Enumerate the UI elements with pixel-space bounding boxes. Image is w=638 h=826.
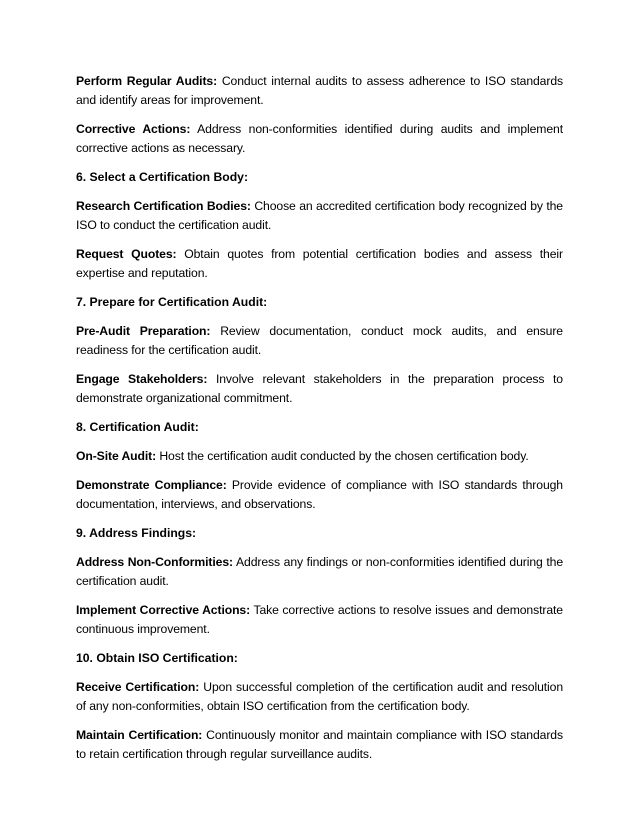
- item-text: Address any findings or non-conformities identified during the certification audit.: [76, 555, 564, 588]
- section-heading-prepare-certification-audit: 7. Prepare for Certification Audit:: [76, 295, 268, 309]
- item-label: Maintain Certification:: [76, 728, 203, 742]
- section-heading-select-certification-body: 6. Select a Certification Body:: [76, 170, 249, 184]
- item-text: Choose an accredited certification body recognized by the ISO to conduct the certification audit.: [76, 199, 563, 232]
- paragraph-corrective-actions: [76, 120, 563, 158]
- item-label: Request Quotes:: [76, 247, 177, 261]
- paragraph-demonstrate-compliance: [76, 476, 563, 514]
- item-label: On-Site Audit:: [76, 449, 157, 463]
- paragraph-address-non-conformities: [76, 553, 563, 591]
- document-page: [76, 72, 563, 774]
- paragraph-implement-corrective-actions: [76, 601, 563, 639]
- item-text: Upon successful completion of the certification audit and resolution of any non-conformities, obtain ISO certification from the certification body.: [76, 680, 563, 713]
- item-label: Pre-Audit Preparation:: [76, 324, 211, 338]
- item-text: Review documentation, conduct mock audits, and ensure readiness for the certification audit.: [76, 324, 563, 357]
- paragraph-perform-regular-audits: [76, 72, 563, 110]
- item-label: Address Non-Conformities:: [76, 555, 233, 569]
- item-text: Address non-conformities identified during audits and implement corrective actions as necessary.: [76, 122, 563, 155]
- item-text: Obtain quotes from potential certification bodies and assess their expertise and reputation.: [76, 247, 563, 280]
- item-label: Receive Certification:: [76, 680, 200, 694]
- item-label: Engage Stakeholders:: [76, 372, 208, 386]
- section-heading-certification-audit: 8. Certification Audit:: [76, 420, 199, 434]
- item-label: Perform Regular Audits:: [76, 74, 218, 88]
- paragraph-research-certification-bodies: [76, 197, 563, 235]
- section-heading-obtain-iso-certification: 10. Obtain ISO Certification:: [76, 651, 238, 665]
- item-text: Involve relevant stakeholders in the preparation process to demonstrate organizational commitment.: [76, 372, 563, 405]
- item-text: Provide evidence of compliance with ISO standards through documentation, interviews, and observations.: [76, 478, 563, 511]
- item-text: Take corrective actions to resolve issues and demonstrate continuous improvement.: [76, 603, 563, 636]
- paragraph-request-quotes: [76, 245, 563, 283]
- item-text: Host the certification audit conducted by the chosen certification body.: [159, 449, 529, 463]
- item-label: Research Certification Bodies:: [76, 199, 251, 213]
- paragraph-receive-certification: [76, 678, 563, 716]
- item-label: Demonstrate Compliance:: [76, 478, 227, 492]
- item-text: Conduct internal audits to assess adherence to ISO standards and identify areas for improvement.: [76, 74, 563, 107]
- item-label: Corrective Actions:: [76, 122, 191, 136]
- paragraph-on-site-audit: [76, 447, 563, 466]
- paragraph-pre-audit-preparation: [76, 322, 563, 360]
- paragraph-maintain-certification: [76, 726, 563, 764]
- section-heading-address-findings: 9. Address Findings:: [76, 526, 197, 540]
- item-text: Continuously monitor and maintain compliance with ISO standards to retain certification through regular surveillance audits.: [76, 728, 563, 761]
- paragraph-engage-stakeholders: [76, 370, 563, 408]
- item-label: Implement Corrective Actions:: [76, 603, 251, 617]
